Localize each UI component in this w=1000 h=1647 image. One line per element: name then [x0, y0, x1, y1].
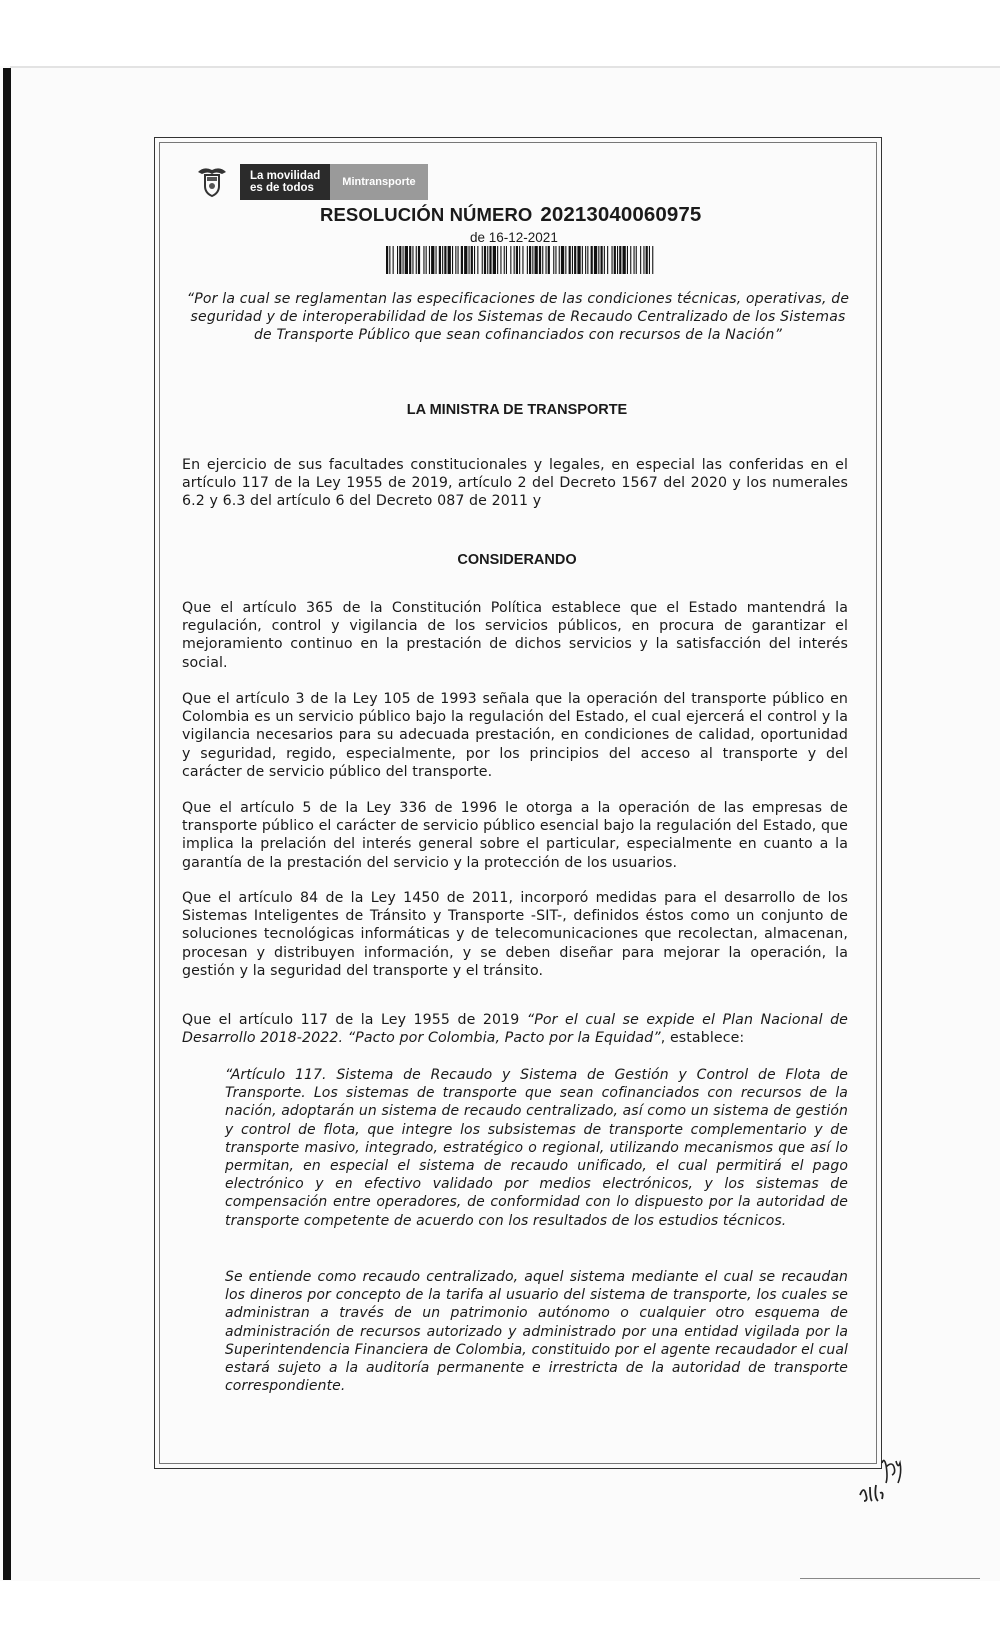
barcode-bar	[587, 246, 588, 274]
logo-ministry-name: Mintransporte	[330, 164, 427, 200]
barcode-bar	[607, 246, 608, 274]
barcode-bar	[474, 246, 475, 274]
barcode-bar	[546, 246, 547, 274]
barcode-bar	[585, 246, 586, 274]
barcode-bar	[548, 246, 550, 274]
barcode-bar	[409, 246, 411, 274]
barcode-bar	[614, 246, 616, 274]
handwritten-initials	[848, 1455, 908, 1515]
barcode-bar	[487, 246, 488, 274]
barcode-bar	[643, 246, 644, 274]
barcode-bar	[423, 246, 424, 274]
barcode-bar	[412, 246, 413, 274]
barcode-bar	[652, 246, 653, 274]
barcode-bar	[448, 246, 451, 274]
barcode-bar	[627, 246, 628, 274]
barcode-bar	[630, 246, 631, 274]
barcode-bar	[426, 246, 427, 274]
barcode-bar	[497, 246, 498, 274]
barcode-bar	[500, 246, 501, 274]
barcode-bar	[636, 246, 637, 274]
barcode-bar	[604, 246, 605, 274]
barcode-bar	[386, 246, 388, 274]
barcode-bar	[482, 246, 483, 274]
barcode-bar	[582, 246, 583, 274]
resolution-title	[320, 203, 701, 227]
barcode-bar	[403, 246, 404, 274]
scan-top-edge	[10, 66, 1000, 68]
barcode-bar	[399, 246, 401, 274]
preamble-paragraph: En ejercicio de sus facultades constitucionales y legales, en especial las conferidas en el artículo 117 de la Ley 1955 de 2019, artículo 2 del Decreto 1567 del 2020 y los numerales 6.2 y 6.3 del artículo 6 del Decreto 087 de 2011 y	[182, 457, 848, 510]
quoted-article-paragraph-2: Se entiende como recaudo centralizado, aquel sistema mediante el cual se recaudan los dineros por concepto de la tarifa al usuario del sistema de transporte, los cuales se administran a través de un patrimonio autónomo o cualquier otro esquema de administración de recursos autorizado y administrado por una entidad vigilada por la Superintendencia Financiera de Colombia, constituido por el agente recaudador el cual estará sujeto a la auditoría permanente e irrestricta de la autoridad de transporte correspondiente.	[225, 1269, 848, 1395]
barcode-bar	[510, 246, 511, 274]
considerando-paragraph-4: Que el artículo 84 de la Ley 1450 de 2011, incorporó medidas para el desarrollo de los Sistemas Inteligentes de Tránsito y Transporte -SIT-, definidos éstos como un conjunto de soluciones tecnológicas informáticas y de telecomunicaciones que recolectan, almacenan, procesan y distribuyen información, y se deben diseñar para mejorar la operación, la gestión y la seguridad del transporte y el tránsito.	[182, 890, 848, 979]
barcode-bar	[598, 246, 599, 274]
barcode-bar	[623, 246, 626, 274]
barcode-bar	[461, 246, 463, 274]
considerando-paragraph-3: Que el artículo 5 de la Ley 336 de 1996 le otorga a la operación de las empresas de transporte público el carácter de servicio público esencial bajo la regulación del Estado, que implica la prelación del interés general sobre el particular, especialmente en cuanto a la garantía de la prestación del servicio y la protección de los usuarios.	[182, 800, 848, 871]
barcode-bar	[601, 246, 603, 274]
resolution-label: RESOLUCIÓN NÚMERO	[320, 204, 533, 225]
barcode-bar	[522, 246, 523, 274]
barcode-bar	[516, 246, 518, 274]
resolution-date: de 16-12-2021	[470, 230, 558, 245]
barcode-bar	[532, 246, 533, 274]
law-citation-paragraph	[182, 1011, 848, 1047]
barcode-bar	[649, 246, 650, 274]
barcode-bar	[561, 246, 564, 274]
barcode-bar	[569, 246, 571, 274]
considerando-paragraph-2: Que el artículo 3 de la Ley 105 de 1993 señala que la operación del transporte público en Colombia es un servicio público bajo la regulación del Estado, el cual ejercerá el control y la vigilancia necesarios para su adecuada prestación, en condiciones de calidad, oportunidad y seguridad, regido, especialmente, por los principios del acceso al transporte y del carácter de servicio público del transporte.	[182, 691, 848, 780]
law-citation-tail: , establece:	[660, 1030, 745, 1047]
barcode-bar	[572, 246, 573, 274]
barcode-bar	[477, 246, 478, 274]
barcode-bar	[594, 246, 597, 274]
barcode-bar	[405, 246, 408, 274]
barcode-bar	[514, 246, 515, 274]
barcode-bar	[529, 246, 531, 274]
barcode-bar	[416, 246, 417, 274]
barcode-bar	[493, 246, 496, 274]
barcode	[386, 246, 656, 274]
barcode-bar	[535, 246, 538, 274]
barcode-bar	[397, 246, 398, 274]
barcode-bar	[452, 246, 453, 274]
barcode-bar	[489, 246, 491, 274]
barcode-bar	[565, 246, 566, 274]
barcode-bar	[442, 246, 443, 274]
barcode-bar	[612, 246, 613, 274]
barcode-bar	[484, 246, 486, 274]
scan-bottom-edge	[800, 1578, 980, 1579]
barcode-bar	[640, 246, 641, 274]
barcode-bar	[617, 246, 618, 274]
quoted-article-paragraph-1: “Artículo 117. Sistema de Recaudo y Sistema de Gestión y Control de Flota de Transporte. Los sistemas de transporte que sean cofinanciados con recursos de la nación, adoptarán un sistema de recaudo centralizado, así como un sistema de gestión y control de flota, que integre los subsistemas de transporte complementario y de transporte masivo, integrado, estratégico o regional, utilizando mecanismos que así lo permitan, en especial el sistema de recaudo unificado, el cual permitirá el pago electrónico y en efectivo validado por medios electrónicos, y los sistemas de compensación entre operadores, de conformidad con lo dispuesto por la autoridad de transporte competente de acuerdo con los resultados de los estudios técnicos.	[225, 1067, 848, 1229]
barcode-bar	[527, 246, 528, 274]
barcode-bar	[439, 246, 441, 274]
barcode-bar	[429, 246, 430, 274]
barcode-bar	[455, 246, 456, 274]
barcode-bar	[464, 246, 467, 274]
barcode-bar	[471, 246, 473, 274]
barcode-bar	[646, 246, 648, 274]
law-citation-title: “Por el cual se expide el Plan Nacional de Desarrollo 2018-2022. “Pacto por Colombia, Pacto por la Equidad”	[182, 1012, 849, 1047]
logo-slogan-line2: es de todos	[250, 182, 314, 194]
barcode-bar	[458, 246, 459, 274]
law-citation-text: Que el artículo 117 de la Ley 1955 de 2019	[182, 1012, 527, 1028]
resolution-epigraph: “Por la cual se reglamentan las especificaciones de las condiciones técnicas, operativas, de seguridad y de interoperabilidad de los Sistemas de Recaudo Centralizado de los Sistemas de Transporte Público que sean cofinanciados con recursos de la Nación”	[186, 291, 850, 343]
barcode-bar	[574, 246, 576, 274]
barcode-bar	[418, 246, 420, 274]
barcode-bar	[634, 246, 635, 274]
barcode-bar	[444, 246, 446, 274]
barcode-bar	[577, 246, 580, 274]
barcode-bar	[553, 246, 554, 274]
barcode-bar	[591, 246, 593, 274]
barcode-bar	[506, 246, 507, 274]
barcode-bar	[436, 246, 437, 274]
coat-of-arms-icon	[194, 164, 230, 200]
barcode-bar	[542, 246, 543, 274]
barcode-bar	[555, 246, 556, 274]
barcode-bar	[559, 246, 560, 274]
barcode-bar	[389, 246, 390, 274]
logo-slogan	[240, 164, 330, 200]
barcode-bar	[619, 246, 621, 274]
issuing-authority: LA MINISTRA DE TRANSPORTE	[406, 402, 628, 418]
barcode-bar	[469, 246, 470, 274]
section-heading: CONSIDERANDO	[457, 552, 577, 568]
barcode-bar	[519, 246, 520, 274]
barcode-bar	[504, 246, 505, 274]
barcode-bar	[431, 246, 434, 274]
considerando-paragraph-1: Que el artículo 365 de la Constitución Política establece que el Estado mantendrá la regulación, control y vigilancia de los servicios públicos, en procura de garantizar el mejoramiento continuo en la prestación de dichos servicios y la satisfacción del interés social.	[182, 600, 848, 671]
scan-left-edge	[3, 68, 11, 1580]
ministry-logo	[194, 164, 428, 200]
logo-slogan-line1: La movilidad	[250, 170, 321, 182]
barcode-bar	[539, 246, 541, 274]
resolution-number: 20213040060975	[540, 203, 702, 226]
barcode-bar	[393, 246, 394, 274]
